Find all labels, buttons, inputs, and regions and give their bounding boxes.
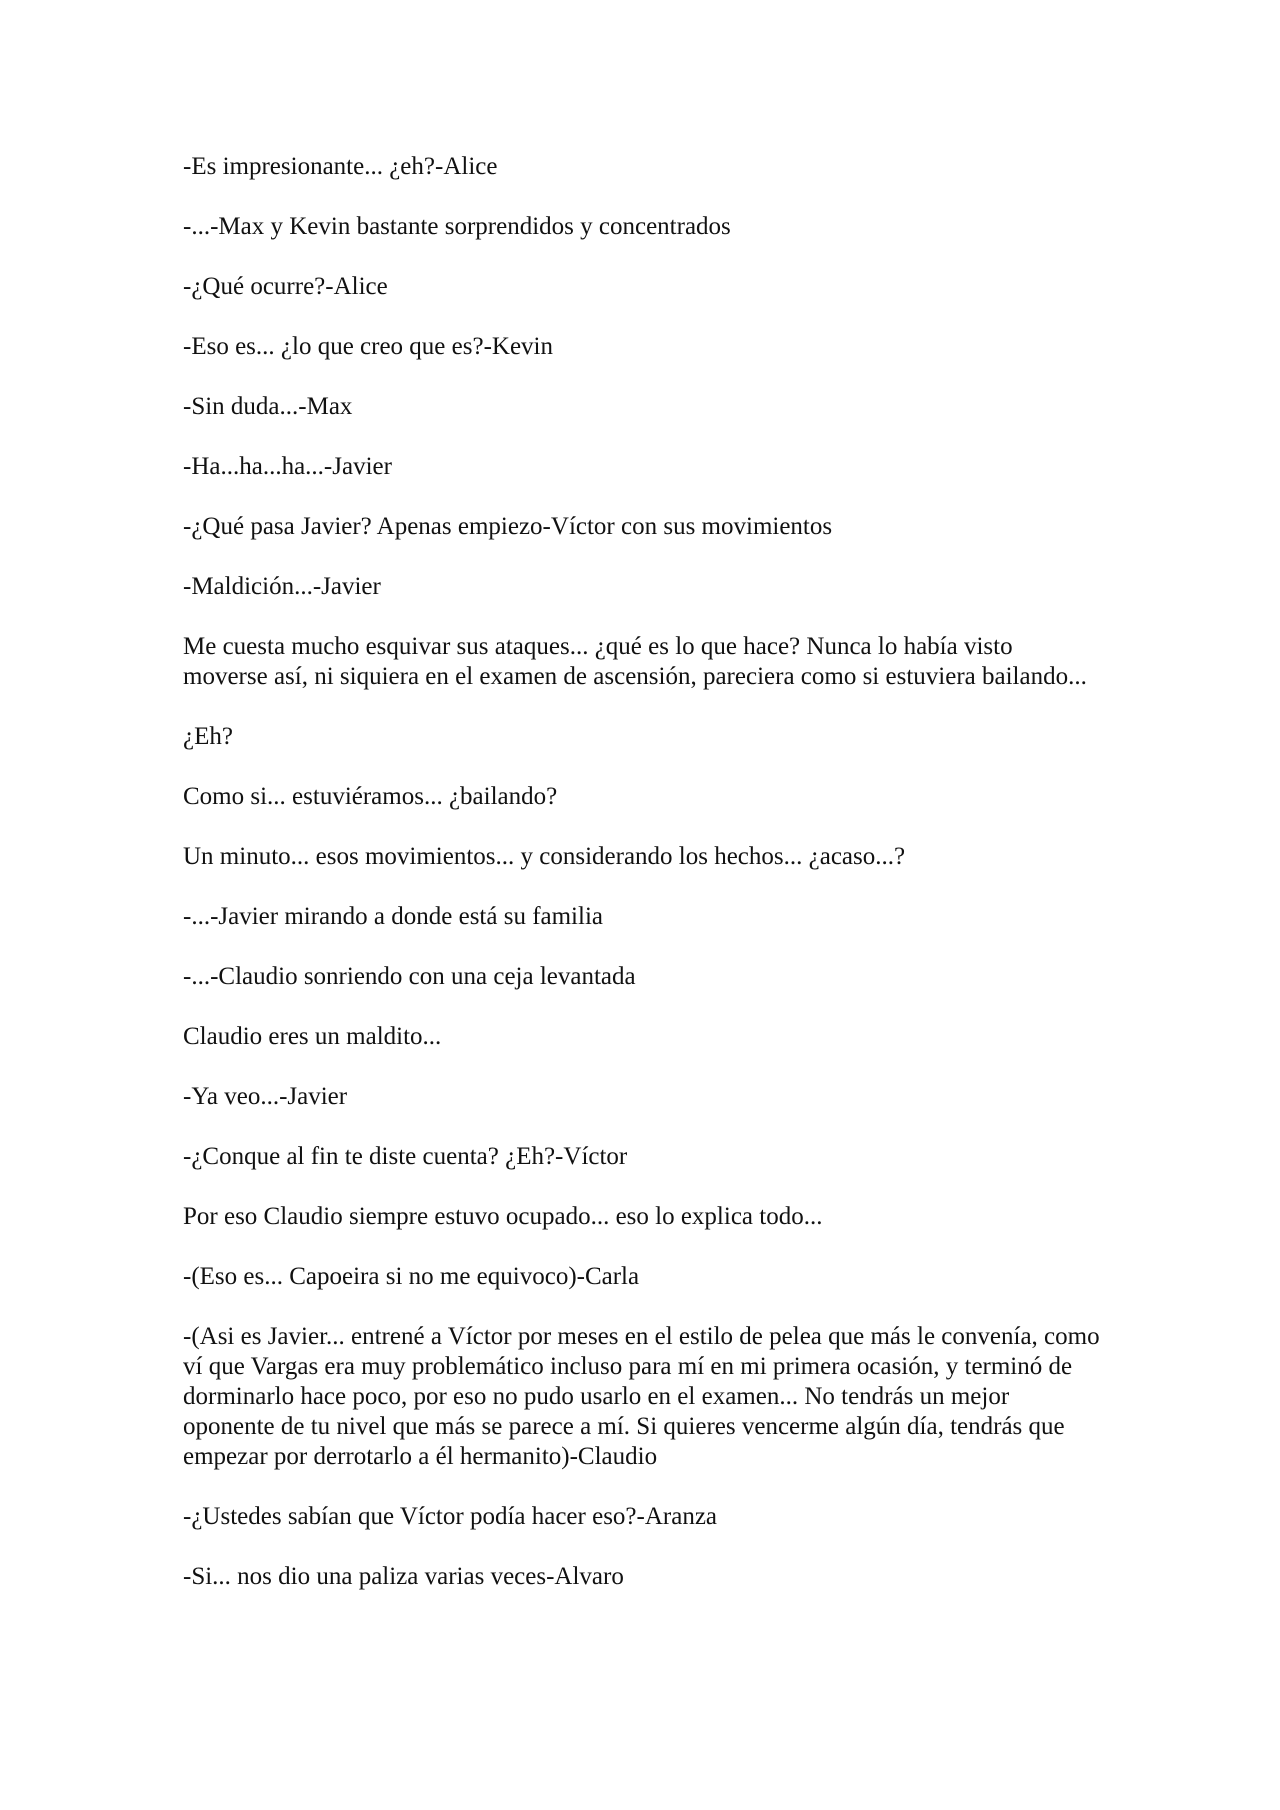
dialogue-line: -Es impresionante... ¿eh?-Alice	[183, 153, 498, 180]
dialogue-line: -...-Max y Kevin bastante sorprendidos y concentrados	[183, 213, 731, 240]
narration-paragraph: Me cuesta mucho esquivar sus ataques... ¿qué es lo que hace? Nunca lo había visto moverse así, ni siquiera en el examen de ascensión, pareciera como si estuviera bailando...	[183, 633, 1087, 690]
dialogue-line: -¿Ustedes sabían que Víctor podía hacer eso?-Aranza	[183, 1503, 718, 1530]
dialogue-line: -(Eso es... Capoeira si no me equivoco)-Carla	[183, 1263, 640, 1290]
dialogue-line: -...-Claudio sonriendo con una ceja levantada	[183, 963, 636, 990]
narration-line: Un minuto... esos movimientos... y considerando los hechos... ¿acaso...?	[183, 843, 906, 870]
dialogue-paragraph: -(Asi es Javier... entrené a Víctor por meses en el estilo de pelea que más le convenía, como ví que Vargas era muy problemático incluso para mí en mi primera ocasión, y terminó de dorminarlo hace poco, por eso no pudo usarlo en el examen... No tendrás un mejor oponente de tu nivel que más se parece a mí. Si quieres vencerme algún día, tendrás que empezar por derrotarlo a él hermanito)-Claudio	[183, 1323, 1100, 1470]
dialogue-line: -Ya veo...-Javier	[183, 1083, 348, 1110]
dialogue-line: -Ha...ha...ha...-Javier	[183, 453, 392, 480]
narration-line: Como si... estuviéramos... ¿bailando?	[183, 783, 558, 810]
dialogue-line: -Maldición...-Javier	[183, 573, 381, 600]
dialogue-line: -Sin duda...-Max	[183, 393, 353, 420]
dialogue-line: -Si... nos dio una paliza varias veces-Alvaro	[183, 1563, 624, 1590]
dialogue-line: -Eso es... ¿lo que creo que es?-Kevin	[183, 333, 553, 360]
dialogue-line: -¿Qué ocurre?-Alice	[183, 273, 388, 300]
narration-line: ¿Eh?	[183, 723, 233, 750]
narration-line: Por eso Claudio siempre estuvo ocupado... eso lo explica todo...	[183, 1203, 823, 1230]
dialogue-line: -¿Qué pasa Javier? Apenas empiezo-Víctor con sus movimientos	[183, 513, 833, 540]
dialogue-line: -¿Conque al fin te diste cuenta? ¿Eh?-Víctor	[183, 1143, 628, 1170]
document-page	[183, 152, 1103, 1622]
narration-line: Claudio eres un maldito...	[183, 1023, 442, 1050]
dialogue-line: -...-Javier mirando a donde está su familia	[183, 903, 603, 930]
